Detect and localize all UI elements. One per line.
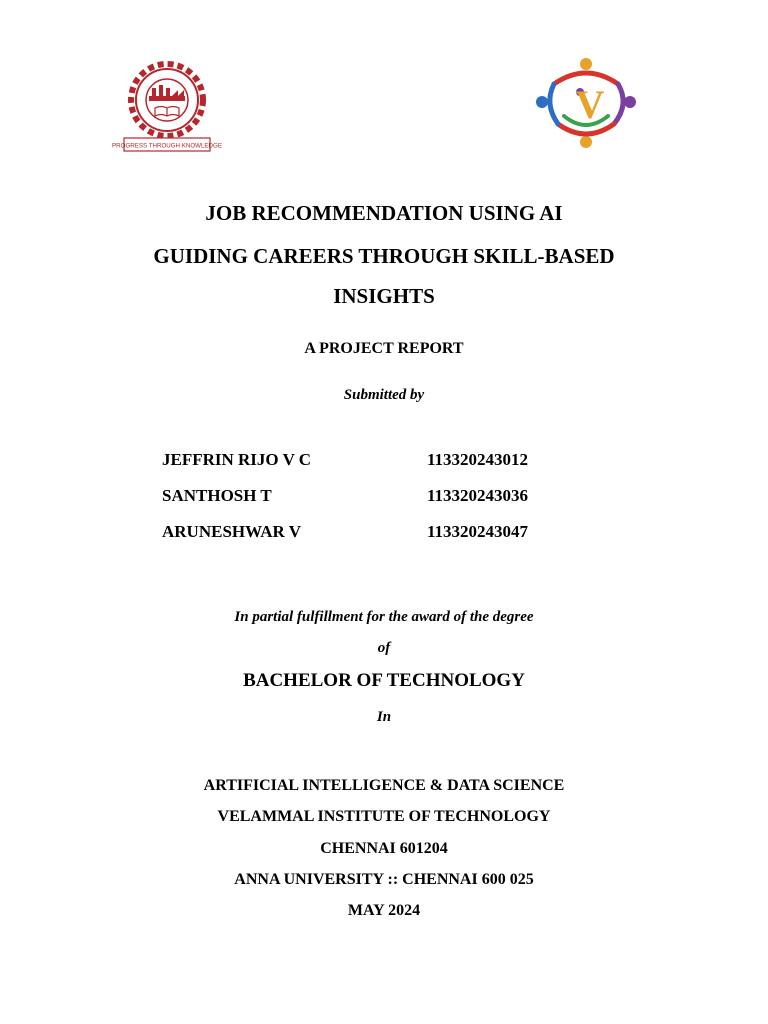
in-text: In xyxy=(376,709,392,725)
student-id: 113320243047 xyxy=(427,522,529,541)
student-name: ARUNESHWAR V xyxy=(162,522,302,541)
university: ANNA UNIVERSITY :: CHENNAI 600 025 xyxy=(234,871,534,888)
student-name: JEFFRIN RIJO V C xyxy=(162,450,312,469)
student-id: 113320243012 xyxy=(427,450,529,469)
student-id: 113320243036 xyxy=(427,486,529,505)
velammal-logo-letter: V xyxy=(575,82,605,127)
report-type: A PROJECT REPORT xyxy=(304,340,464,357)
date: MAY 2024 xyxy=(347,902,421,919)
title-line-1: JOB RECOMMENDATION USING AI xyxy=(205,201,563,225)
degree-name: BACHELOR OF TECHNOLOGY xyxy=(243,670,525,691)
anna-university-emblem-icon xyxy=(112,58,222,156)
student-name: SANTHOSH T xyxy=(162,486,272,505)
velammal-institute-logo-icon xyxy=(534,54,638,152)
city: CHENNAI 601204 xyxy=(320,840,448,857)
submitted-by: Submitted by xyxy=(343,387,425,403)
department: ARTIFICIAL INTELLIGENCE & DATA SCIENCE xyxy=(203,777,565,794)
emblem-motto: PROGRESS THROUGH KNOWLEDGE xyxy=(112,142,222,150)
title-line-3: INSIGHTS xyxy=(333,284,435,308)
institute: VELAMMAL INSTITUTE OF TECHNOLOGY xyxy=(217,808,551,825)
fulfillment-text: In partial fulfillment for the award of the degree xyxy=(234,609,534,625)
title-line-2: GUIDING CAREERS THROUGH SKILL-BASED xyxy=(153,244,615,268)
of-text: of xyxy=(377,640,391,656)
